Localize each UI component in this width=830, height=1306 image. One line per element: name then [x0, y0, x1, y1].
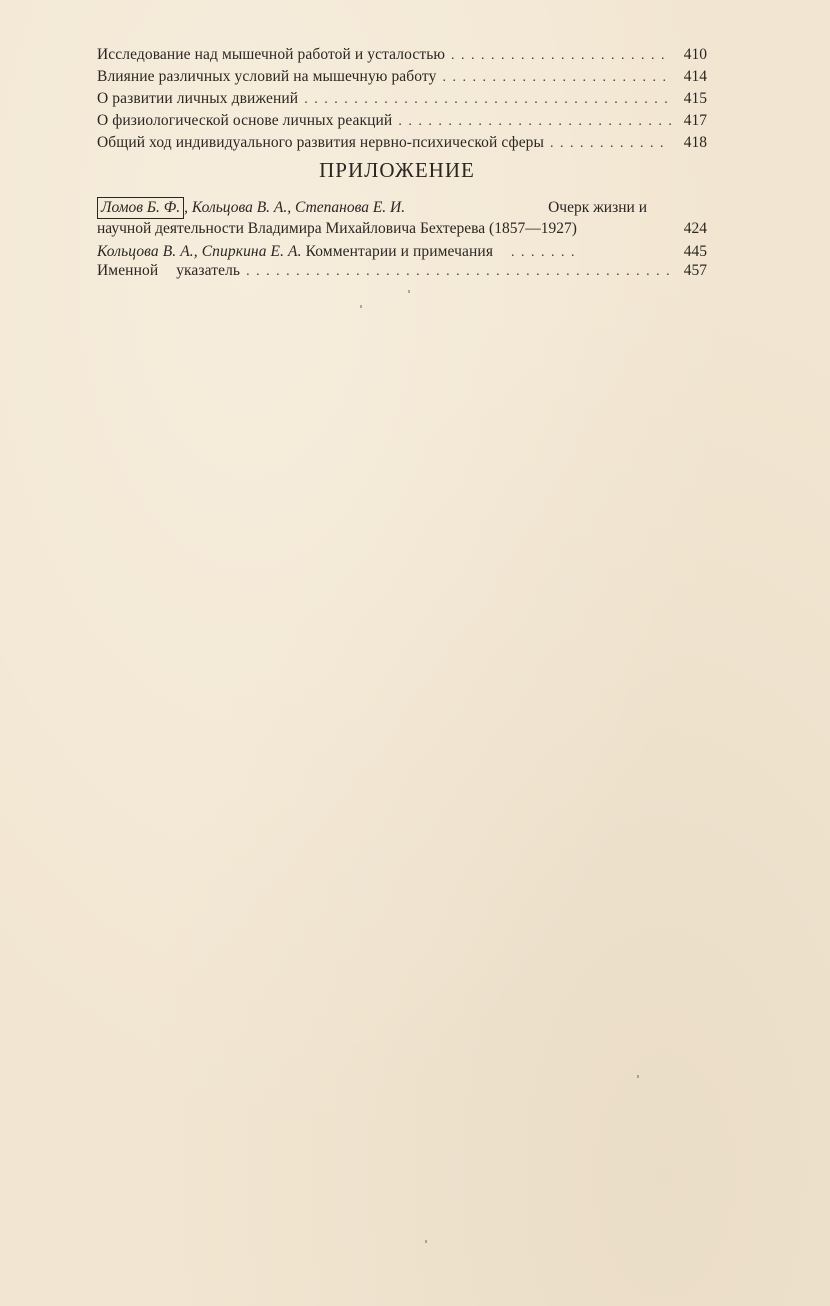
toc-entry-line — [97, 197, 707, 219]
toc-entry-line — [97, 219, 707, 239]
toc-entry-title-continued: научной деятельности Владимира Михайловича Бехтерева (1857—1927) — [97, 220, 577, 237]
toc-entry-page: 424 — [683, 220, 707, 237]
toc-entry-page: 457 — [683, 262, 707, 279]
dot-leader — [398, 111, 671, 133]
toc-entry-title: Очерк жизни и — [548, 199, 647, 216]
dot-leader — [550, 133, 671, 155]
dot-leader — [451, 45, 671, 67]
toc-entry-appendix-biography — [97, 197, 707, 239]
toc-entry-title: О развитии личных движений — [97, 90, 299, 107]
toc-entry — [97, 66, 707, 88]
toc-entry-title: Общий ход индивидуального развития нервно-психической сферы — [97, 134, 545, 151]
toc-entry-page: 445 — [683, 243, 707, 260]
paper-speck — [637, 1075, 639, 1078]
toc-entry-title: Комментарии и примечания — [301, 243, 494, 260]
toc-entry-page: 417 — [683, 112, 707, 129]
toc-entry — [97, 44, 707, 66]
toc-entry-page: 418 — [683, 134, 707, 151]
toc-entry-title: Исследование над мышечной работой и усталостью — [97, 46, 446, 63]
toc-entry-title: Влияние различных условий на мышечную работу — [97, 68, 437, 85]
toc-entry-page: 410 — [683, 46, 707, 63]
toc-entry-title: Именной указатель — [97, 262, 241, 279]
toc-entry-page: 414 — [683, 68, 707, 85]
dot-leader — [442, 67, 671, 89]
paper-speck — [408, 290, 410, 293]
paper-speck — [425, 1240, 427, 1243]
toc-entry — [97, 110, 707, 132]
dot-leader — [304, 89, 671, 111]
toc-entry-authors: Кольцова В. А., Спиркина Е. А. — [97, 243, 302, 260]
table-of-contents — [97, 44, 707, 282]
dot-leader — [246, 261, 671, 283]
paper-speck — [360, 305, 362, 308]
toc-entry — [97, 88, 707, 110]
boxed-author: Ломов Б. Ф. — [97, 197, 184, 219]
toc-entry-authors: , Кольцова В. А., Степанова Е. И. — [184, 199, 406, 216]
toc-entry-name-index — [97, 260, 707, 282]
appendix-heading: ПРИЛОЖЕНИЕ — [319, 158, 475, 182]
toc-entry-title: О физиологической основе личных реакций — [97, 112, 393, 129]
toc-entry — [97, 132, 707, 154]
toc-entry-page: 415 — [683, 90, 707, 107]
